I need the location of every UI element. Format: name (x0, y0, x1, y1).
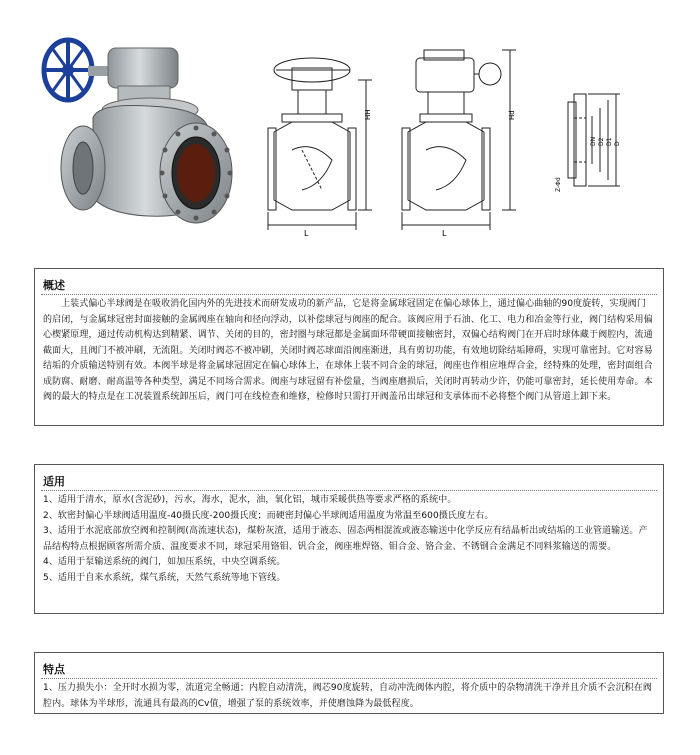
overview-paragraph: 上装式偏心半球阀是在吸收消化国内外的先进技术而研发成功的新产品，它是将金属球冠固定在偏心球体上，通过偏心曲轴的90度旋转，实现阀门的启闭，与金属球冠密封面接触的金属阀座在轴向和径向浮动，以补偿球冠与阀座的配合。该阀应用于石油、化工、电力和冶金等行业，阀门结构采用偏心楔紧原理，通过传动机构达到精紧、调节、关闭的目的，密封圈与球冠都是金属面环带硬面接触密封，双偏心结构阀门在开启时球体藏于阀腔内，流通截面大，且阀门不被冲刷，无流阻。关闭时阀芯不被冲刷，关闭时阀芯球面沿阀座渐进，具有剪切功能，有效地切除结垢障碍，实现可靠密封。它对容易结垢的介质输送特别有效。本阀半球是将金属球冠固定在偏心球体上，在球体上装不同合金的球冠，阀座也作相应堆焊合金，经特殊的处理，密封面组合成防腐、耐磨、耐高温等各种类型，满足不同场合需求。阀座与球冠留有补偿量，当阀座磨损后，关闭时再转动少许，仍能可靠密封，延长使用寿命。本阀的最大的特点是在工况装置系统卸压后，阀门可在线检查和维修，检修时只需打开阀盖吊出球冠和支承体而不必将整个阀门从管道上卸下来。 (43, 299, 653, 402)
application-item-4: 4、适用于泵输送系统的阀门，如加压系统，中央空调系统。 (43, 557, 286, 567)
handwheel-icon (44, 40, 110, 100)
dim-l-label: L (304, 229, 309, 238)
dim-h-label: HH (364, 109, 372, 120)
dim-dn-label: DN (590, 136, 597, 146)
dim-l1-label: L (442, 229, 447, 238)
features-section (34, 652, 664, 714)
overview-section (34, 268, 664, 426)
application-item-3: 3、适用于水泥底部放空阀和控制阀(高流速状态)，煤粉灰渣，适用于液态、固态两相混流或液态输送中化学反应有结晶析出或结垢的工业管道输送。产品结构特点根据顾客所需介质、温度要求不同，球冠采用铬钼、钒合金，阀座堆焊铬、钼合金、铬合金、不锈钢合金满足不同料浆输送的需要。 (43, 526, 648, 552)
application-item-1: 1、适用于清水，原水(含泥砂)，污水，海水，泥水，油，氧化铝，城市采暖供热等要求严格的系统中。 (43, 495, 457, 505)
applications-title: 适用 (43, 475, 65, 488)
drawing-actuator-valve (398, 40, 528, 240)
valve-photo (38, 28, 233, 228)
application-item-5: 5、适用于自来水系统，煤气系统，天然气系统等地下管线。 (43, 572, 286, 583)
dim-zd-label: Z-Φd (555, 177, 562, 192)
dim-hd-label: Hd (508, 110, 516, 120)
dim-d-label: D (614, 141, 621, 146)
dim-d2-label: D2 (598, 137, 605, 146)
dim-d1-label: D1 (606, 137, 613, 146)
drawing-flange-section (548, 88, 628, 198)
applications-section (34, 464, 664, 614)
features-title: 特点 (43, 663, 65, 676)
feature-item-1: 1、压力损失小：全开时水损为零，流道完全畅通；内腔自动清洗，阀芯90度旋转，自动冲洗阀体内腔，将介质中的杂物清洗干净并且介质不会沉积在阀腔内。球体为半球形，流通具有最高的Cv值，增强了泵的系统效率，并使磨蚀降为最低程度。 (43, 683, 652, 709)
drawing-handwheel-valve (262, 40, 380, 240)
overview-title: 概述 (43, 279, 65, 292)
application-item-2: 2、软密封偏心半球阀适用温度-40摄氏度-200摄氏度；而硬密封偏心半球阀适用温度为常温至600摄氏度左右。 (43, 510, 494, 521)
product-figures (0, 0, 700, 250)
